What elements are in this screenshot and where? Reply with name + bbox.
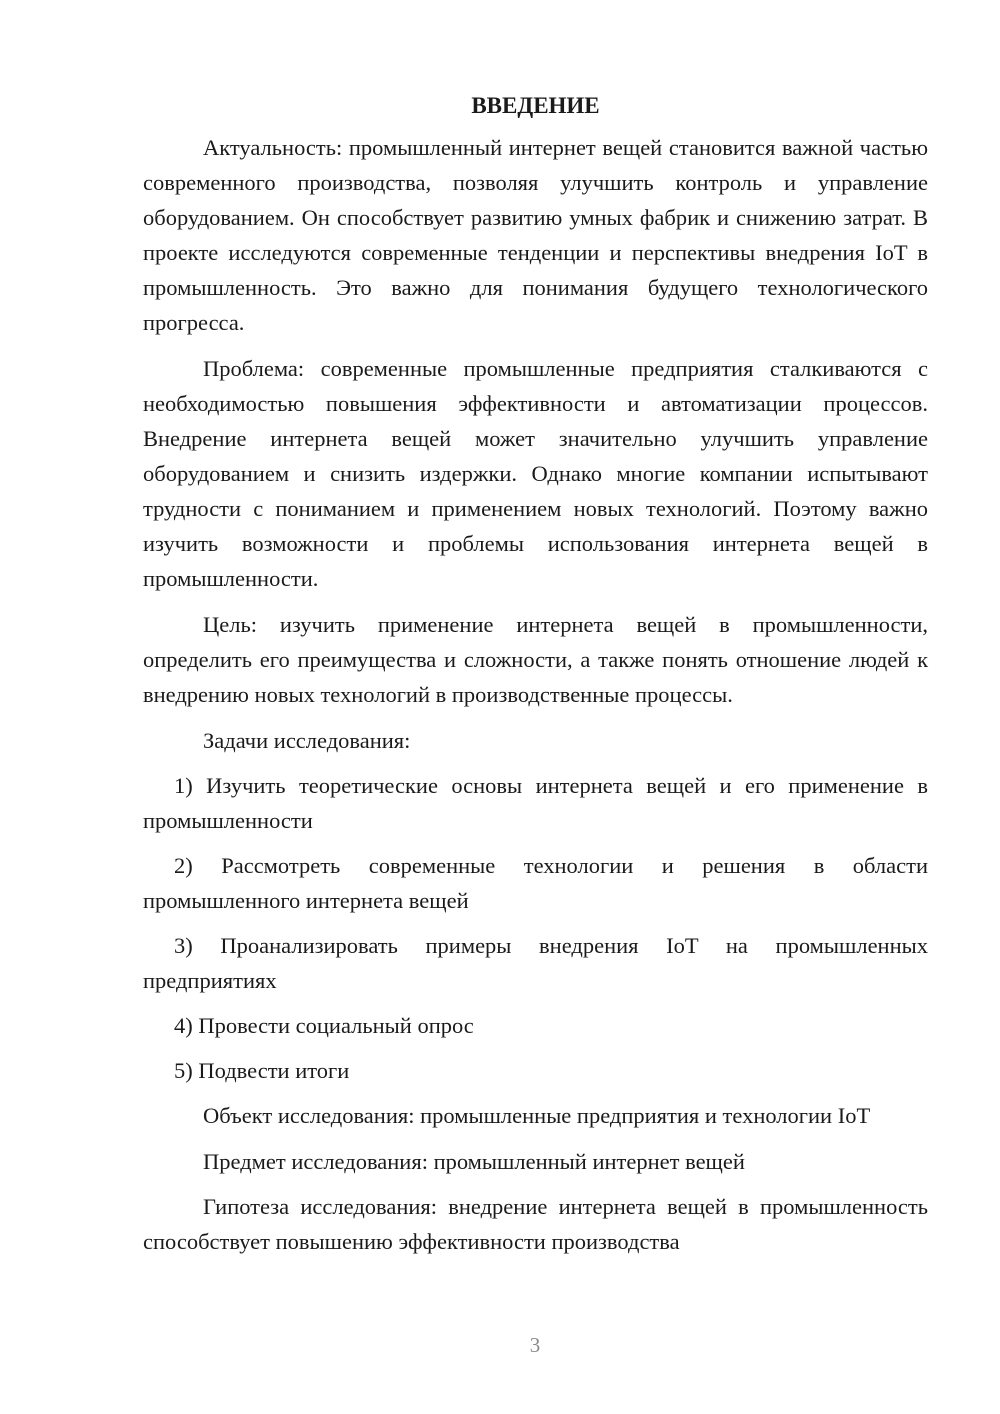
paragraph-hypothesis: Гипотеза исследования: внедрение интернета вещей в промышленность способствует повышению эффективности производства — [143, 1194, 928, 1254]
paragraph-goal: Цель: изучить применение интернета вещей в промышленности, определить его преимущества и сложности, а также понять отношение людей к внедрению новых технологий в производственные процессы. — [143, 612, 928, 707]
task-item-5: 5) Подвести итоги — [174, 1058, 350, 1083]
tasks-heading: Задачи исследования: — [203, 728, 411, 753]
section-title: ВВЕДЕНИЕ — [471, 93, 600, 118]
paragraph-relevance: Актуальность: промышленный интернет вещей становится важной частью современного производства, позволяя улучшить контроль и управление оборудованием. Он способствует развитию умных фабрик и снижению затрат. В проекте исследуются современные тенденции и перспективы внедрения IoT в промышленность. Это важно для понимания будущего технологического прогресса. — [143, 135, 928, 335]
document-page — [143, 88, 928, 1259]
task-item-1: 1) Изучить теоретические основы интернета вещей и его применение в промышленности — [143, 773, 928, 833]
paragraph-problem: Проблема: современные промышленные предприятия сталкиваются с необходимостью повышения эффективности и автоматизации процессов. Внедрение интернета вещей может значительно улучшить управление оборудованием и снизить издержки. Однако многие компании испытывают трудности с пониманием и применением новых технологий. Поэтому важно изучить возможности и проблемы использования интернета вещей в промышленности. — [143, 356, 928, 591]
paragraph-object: Объект исследования: промышленные предприятия и технологии IoT — [203, 1103, 871, 1128]
task-item-3: 3) Проанализировать примеры внедрения IoT на промышленных предприятиях — [143, 933, 928, 993]
paragraph-subject: Предмет исследования: промышленный интернет вещей — [203, 1149, 745, 1174]
page-number: 3 — [529, 1333, 541, 1357]
task-item-2: 2) Рассмотреть современные технологии и решения в области промышленного интернета вещей — [143, 853, 928, 913]
task-item-4: 4) Провести социальный опрос — [174, 1013, 474, 1038]
